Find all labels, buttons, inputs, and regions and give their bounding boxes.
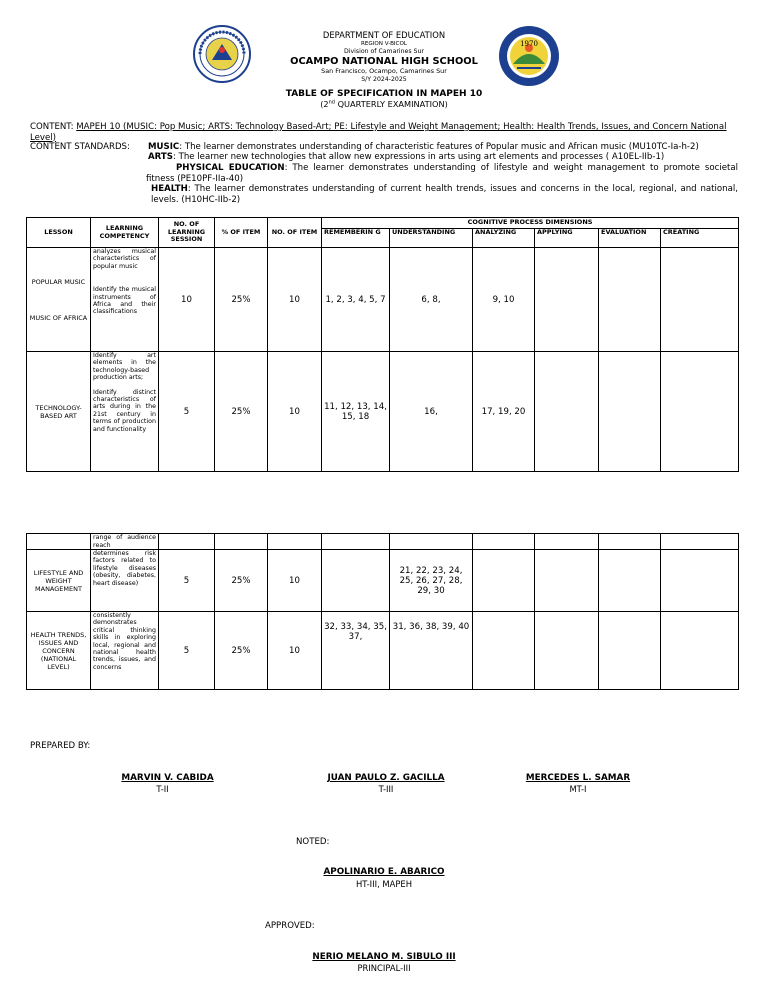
- preparer-1-name: MARVIN V. CABIDA: [121, 773, 214, 783]
- preparer-2-name: JUAN PAULO Z. GACILLA: [327, 773, 445, 783]
- evaluation-cell: [599, 550, 661, 612]
- analyzing-cell: 17, 19, 20: [473, 352, 535, 472]
- header-analyzing: ANALYZING: [473, 229, 535, 248]
- region-label: REGION V-BICOL: [360, 41, 407, 47]
- competency-cell: determines risk factors related to lifestyle diseases (obesity, diabetes, heart disease): [91, 550, 159, 612]
- understanding-cell: 16,: [390, 352, 473, 472]
- understanding-cell: 21, 22, 23, 24, 25, 26, 27, 28, 29, 30: [390, 550, 473, 612]
- school-seal-year: 1970: [520, 40, 538, 48]
- applying-cell: [535, 352, 599, 472]
- noted-title: HT-III, MAPEH: [356, 879, 412, 889]
- understanding-cell: 31, 36, 38, 39, 40: [390, 612, 473, 690]
- analyzing-cell: 9, 10: [473, 248, 535, 352]
- header-percent: % OF ITEM: [215, 218, 268, 248]
- remembering-cell: 32, 33, 34, 35, 37,: [322, 612, 390, 690]
- creating-cell: [661, 612, 739, 690]
- remembering-cell: 11, 12, 13, 14, 15, 18: [322, 352, 390, 472]
- header-creating: CREATING: [661, 229, 739, 248]
- evaluation-cell: [599, 248, 661, 352]
- school-address: San Francisco, Ocampo, Camarines Sur: [321, 67, 447, 75]
- header-evaluation: EVALUATION: [599, 229, 661, 248]
- content-label: CONTENT:: [30, 122, 74, 132]
- approved-label: APPROVED:: [265, 921, 315, 931]
- competency-cell: Identify art elements in the technology-based production arts; Identify distinct characteristics of arts during in the 21st century in terms of production and functionality: [91, 352, 159, 472]
- applying-cell: [535, 550, 599, 612]
- header-understanding: UNDERSTANDING: [390, 229, 473, 248]
- header-items: NO. OF ITEM: [268, 218, 322, 248]
- header-lesson: LESSON: [27, 218, 91, 248]
- remembering-cell: [322, 550, 390, 612]
- table-row: [27, 612, 739, 690]
- preparer-3-name: MERCEDES L. SAMAR: [525, 773, 631, 783]
- header-competency: LEARNING COMPETENCY: [91, 218, 159, 248]
- creating-cell: [661, 248, 739, 352]
- applying-cell: [535, 612, 599, 690]
- specification-table-continued: [26, 533, 739, 690]
- standard-pe: PHYSICAL EDUCATION: The learner demonstrates understanding of lifestyle and weight management to promote societal fitness (PE10PF-IIa-40): [146, 163, 739, 184]
- percent-cell: 25%: [215, 248, 268, 352]
- header-remembering: REMEMBERIN G: [322, 229, 390, 248]
- creating-cell: [661, 550, 739, 612]
- table-row: [27, 248, 739, 352]
- table-row: [27, 534, 739, 550]
- competency-cell: analyzes musical characteristics of popular music Identify the musical instruments of Africa and their classifications: [91, 248, 159, 352]
- percent-cell: 25%: [215, 550, 268, 612]
- lesson-cell: HEALTH TRENDS, ISSUES AND CONCERN (NATIONAL LEVEL): [27, 612, 91, 690]
- table-row: [27, 550, 739, 612]
- division-label: Division of Camarines Sur: [344, 48, 424, 55]
- approved-name: NERIO MELANO M. SIBULO III: [312, 952, 456, 962]
- header-cognitive: COGNITIVE PROCESS DIMENSIONS: [322, 218, 739, 229]
- sessions-cell: 5: [159, 550, 215, 612]
- evaluation-cell: [599, 352, 661, 472]
- preparer-1-title: T-II: [156, 784, 169, 794]
- standard-health: HEALTH: The learner demonstrates understanding of current health trends, issues and concerns in the local, regional, and national, levels. (H10HC-IIb-2): [151, 184, 738, 205]
- lesson-cell: POPULAR MUSIC MUSIC OF AFRICA: [27, 248, 91, 352]
- items-cell: 10: [268, 248, 322, 352]
- standard-arts: ARTS: The learner new technologies that allow new expressions in arts using art elements and processes ( A10EL-IIb-1): [148, 152, 665, 162]
- items-cell: 10: [268, 612, 322, 690]
- percent-cell: 25%: [215, 612, 268, 690]
- sessions-cell: 5: [159, 612, 215, 690]
- content-standards-label: CONTENT STANDARDS:: [30, 142, 130, 152]
- preparer-2-title: T-III: [378, 784, 394, 794]
- sessions-cell: 10: [159, 248, 215, 352]
- lesson-cell: LIFESTYLE AND WEIGHT MANAGEMENT: [27, 550, 91, 612]
- content-text: MAPEH 10 (MUSIC: Pop Music; ARTS: Technology Based-Art; PE: Lifestyle and Weight Management; Health: Health Trends, Issues, and Concern National Level): [30, 122, 727, 143]
- school-name: OCAMPO NATIONAL HIGH SCHOOL: [290, 56, 478, 67]
- approved-title: PRINCIPAL-III: [357, 963, 411, 973]
- noted-label: NOTED:: [296, 837, 330, 847]
- department-title: DEPARTMENT OF EDUCATION: [322, 30, 446, 40]
- creating-cell: [661, 352, 739, 472]
- analyzing-cell: [473, 612, 535, 690]
- evaluation-cell: [599, 612, 661, 690]
- applying-cell: [535, 248, 599, 352]
- content-line: [30, 122, 738, 143]
- noted-name: APOLINARIO E. ABARICO: [323, 867, 445, 877]
- school-year: S/Y 2024-2025: [361, 76, 407, 83]
- specification-table: [26, 217, 739, 472]
- preparer-3-title: MT-I: [569, 784, 587, 794]
- table-row: [27, 352, 739, 472]
- standard-music: MUSIC: The learner demonstrates understanding of characteristic features of Popular music and African music (MU10TC-Ia-h-2): [148, 142, 699, 152]
- prepared-by-label: PREPARED BY:: [30, 741, 91, 751]
- competency-continued: range of audience reach: [91, 534, 159, 550]
- exam-subtitle: (2nd QUARTERLY EXAMINATION): [320, 99, 448, 109]
- understanding-cell: 6, 8,: [390, 248, 473, 352]
- analyzing-cell: [473, 550, 535, 612]
- remembering-cell: 1, 2, 3, 4, 5, 7: [322, 248, 390, 352]
- items-cell: 10: [268, 352, 322, 472]
- header-applying: APPLYING: [535, 229, 599, 248]
- sessions-cell: 5: [159, 352, 215, 472]
- items-cell: 10: [268, 550, 322, 612]
- percent-cell: 25%: [215, 352, 268, 472]
- lesson-cell: TECHNOLOGY-BASED ART: [27, 352, 91, 472]
- competency-cell: consistently demonstrates critical thinking skills in exploring local, regional and national health trends, issues, and concerns: [91, 612, 159, 690]
- header-sessions: NO. OF LEARNING SESSION: [159, 218, 215, 248]
- document-title: TABLE OF SPECIFICATION IN MAPEH 10: [285, 89, 483, 99]
